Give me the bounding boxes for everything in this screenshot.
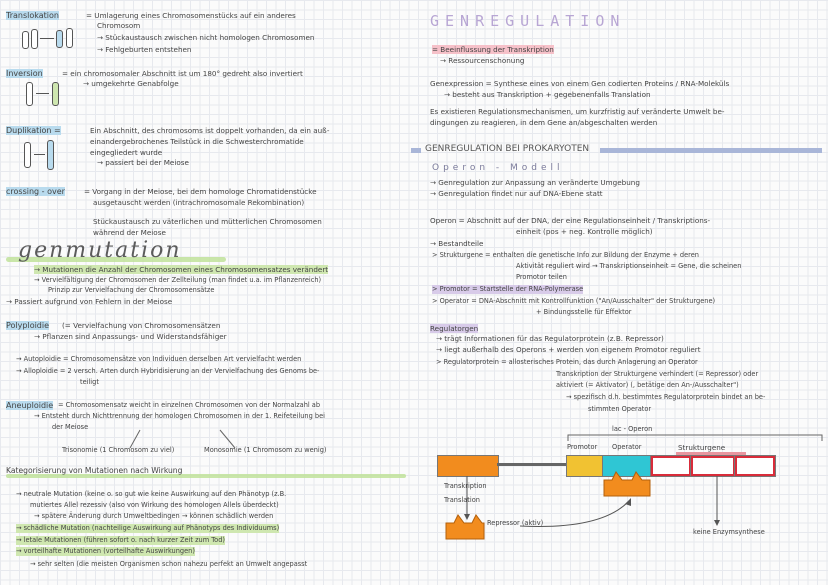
operon-line-1: → Genregulation zur Anpassung an veränderte Umgebung — [430, 178, 640, 187]
kategorien-line-3: → spätere Änderung durch Umweltbedingen → können schädlich werden — [34, 512, 274, 520]
crossing-line-3: Stückaustausch zu väterlichen und mütterlichen Chromosomen — [93, 217, 322, 226]
operator-label: Operator — [612, 443, 642, 451]
regulatorgen-line-2: → liegt außerhalb des Operons + werden von eigenem Promotor reguliert — [436, 345, 701, 354]
regulation-line-2: dingungen zu reagieren, in dem Gene an/abgeschalten werden — [430, 118, 658, 127]
repressor-label: Repressor (aktiv) — [487, 519, 544, 527]
chromosome-icon — [47, 140, 54, 170]
duplikation-line-2: einandergebrochenes Teilstück in die Schwesterchromatide — [90, 137, 304, 146]
operon-def-5: Aktivität reguliert wird → Transkriptionseinheit = Gene, die scheinen — [516, 262, 742, 270]
aneuploidie-line-3: der Meiose — [52, 423, 89, 431]
dna-strand — [497, 463, 567, 466]
genexpression-line: Genexpression = Synthese eines von einem Gen codierten Proteins / RNA-Moleküls — [430, 79, 730, 88]
translokation-line-1: = Umlagerung eines Chromosomenstücks auf ein anderes — [86, 11, 296, 20]
heading-bar-left — [411, 148, 421, 153]
regulatorgen-line-1: → trägt Informationen für das Regulatorprotein (z.B. Repressor) — [436, 334, 664, 343]
strukturgen-inner-3 — [737, 458, 773, 474]
genmutation-title: genmutation — [18, 238, 182, 263]
translokation-line-4: → Fehlgeburten entstehen — [97, 45, 192, 54]
genregulation-line-1: = Beeinflussung der Transkription — [432, 45, 554, 54]
operon-def-1: Operon = Abschnitt auf der DNA, der eine Regulationseinheit / Transkriptions- — [430, 216, 711, 225]
kategorien-line-7: → sehr selten (die meisten Organismen schon nahezu perfekt an Umwelt angepasst — [30, 560, 308, 568]
lac-operon-bracket — [566, 431, 826, 443]
transkription-label: Transkription — [444, 482, 487, 490]
repressor-icon — [444, 513, 486, 541]
polyploidie-line-1: (= Vervielfachung von Chromosomensätzen — [62, 321, 221, 330]
duplikation-line-1: Ein Abschnitt, des chromosoms ist doppelt vorhanden, da ein auß- — [90, 126, 330, 135]
kategorien-line-1: → neutrale Mutation (keine o. so gut wie keine Auswirkung auf den Phänotyp (z.B. — [16, 490, 287, 498]
operon-modell-title: Operon - Modell — [432, 163, 564, 173]
no-synthesis-arrow — [712, 476, 722, 526]
operon-def-8: > Operator = DNA-Abschnitt mit Kontrollfunktion ("An/Ausschalter" der Strukturgene) — [432, 297, 716, 305]
genmutation-line-1: → Mutationen die Anzahl der Chromosomen eines Chromosomensatzes verändert — [34, 265, 329, 274]
chromosome-icon — [56, 30, 63, 48]
aneuploidie-line-1: = Chromosomensatz weicht in einzelnen Chromosomen von der Normalzahl ab — [58, 401, 321, 409]
regulation-line-1: Es existieren Regulationsmechanismen, um kurzfristig auf veränderte Umwelt be- — [430, 107, 725, 116]
chromosome-icon — [22, 31, 29, 49]
polyploidie-line-2: → Pflanzen sind Anpassungs- und Widerstandsfähiger — [34, 332, 227, 341]
crossing-line-4: während der Meiose — [93, 228, 166, 237]
inversion-line-2: → umgekehrte Genabfolge — [83, 79, 179, 88]
regulatorgen-line-7: stimmten Operator — [588, 405, 652, 413]
operon-def-3: → Bestandteile — [430, 239, 484, 248]
aneuploidie-term: Aneuploidie — [6, 401, 54, 410]
inversion-term: Inversion — [6, 69, 43, 78]
heading-bar-right — [600, 148, 822, 153]
arrow-icon — [40, 38, 54, 39]
arrow-icon — [36, 93, 49, 94]
strukturgene-label: Strukturgene — [678, 443, 726, 452]
regulatorgen-line-4: Transkription der Strukturgene verhindert (= Repressor) oder — [556, 370, 759, 378]
chromosome-icon — [26, 82, 33, 106]
operon-def-4: > Strukturgene = enthalten die genetische Info zur Bildung der Enzyme + deren — [432, 251, 699, 259]
chromosome-icon — [24, 142, 31, 168]
strukturgen-inner-2 — [693, 458, 733, 474]
genregulation-title: GENREGULATION — [430, 12, 626, 30]
arrow-icon — [34, 154, 45, 155]
genmutation-line-2: → Vervielfältigung der Chromosomen der Zellteilung (man findet u.a. im Pflanzenreich) — [34, 276, 322, 284]
kategorien-line-5: → letale Mutationen (führen sofort o. nach kurzer Zeit zum Tod) — [16, 536, 225, 544]
polyploidie-line-4: → Alloploidie = 2 versch. Arten durch Hybridisierung an der Vervielfachung des Genoms be- — [16, 367, 320, 375]
kategorien-line-4: → schädliche Mutation (nachteilige Auswirkung auf Phänotyps des Individuums) — [16, 524, 280, 532]
crossing-over-term: crossing - over — [6, 187, 65, 196]
translokation-line-2: Chromosom — [97, 21, 141, 30]
chromosome-icon — [66, 28, 73, 48]
operon-line-2: → Genregulation findet nur auf DNA-Ebene statt — [430, 189, 603, 198]
kategorien-title: Kategorisierung von Mutationen nach Wirkung — [6, 466, 183, 475]
genregulation-line-2: → Ressourcenschonung — [440, 56, 525, 65]
kategorien-line-2: mutiertes Allel rezessiv (also von Wirkung des homologen Allels überdeckt) — [30, 501, 279, 509]
chromosome-icon — [52, 82, 59, 106]
polyploidie-line-5: teiligt — [80, 378, 99, 386]
polyploidie-term: Polyploidie — [6, 321, 50, 330]
regulatorgen-line-6: → spezifisch d.h. bestimmtes Regulatorprotein bindet an be- — [566, 393, 766, 401]
translokation-term: Translokation — [6, 11, 59, 20]
regulatorgen-title: Regulatorgen — [430, 324, 479, 333]
chromosome-icon — [31, 29, 38, 49]
operon-def-2: einheit (pos + neg. Kontrolle möglich) — [516, 227, 653, 236]
crossing-line-2: ausgetauscht werden (intrachromosomale Rekombination) — [93, 198, 305, 207]
operon-def-7: > Promotor = Startstelle der RNA-Polymerase — [432, 285, 584, 293]
strukturgen-inner-1 — [653, 458, 689, 474]
lac-operon-label: lac - Operon — [612, 425, 653, 433]
polyploidie-line-3: → Autoploidie = Chromosomensätze von Individuen derselben Art vervielfacht werden — [16, 355, 302, 363]
duplikation-line-3: eingegliedert wurde — [90, 148, 163, 157]
regulatorgen-line-5: aktiviert (= Aktivator) (, betätige den An-/Ausschalter") — [556, 381, 739, 389]
translation-label: Translation — [444, 496, 480, 504]
crossing-line-1: = Vorgang in der Meiose, bei dem homologe Chromatidenstücke — [84, 187, 317, 196]
operon-def-6: Promotor teilen — [516, 273, 567, 281]
trisomie-label: Trisonomie (1 Chromosom zu viel) — [62, 446, 175, 454]
prokaryoten-heading: GENREGULATION BEI PROKARYOTEN — [425, 144, 590, 154]
duplikation-line-4: → passiert bei der Meiose — [97, 158, 189, 167]
monosomie-label: Monosomie (1 Chromosom zu wenig) — [204, 446, 327, 454]
inversion-line-1: = ein chromosomaler Abschnitt ist um 180° gedreht also invertiert — [62, 69, 303, 78]
translokation-line-3: → Stückaustausch zwischen nicht homologen Chromosomen — [97, 33, 315, 42]
regulatorgen-line-3: > Regulatorprotein = allosterisches Protein, das durch Anlagerung an Operator — [436, 358, 698, 366]
promotor-label: Promotor — [567, 443, 598, 451]
kategorien-line-6: → vorteilhafte Mutationen (vorteilhafte Auswirkungen) — [16, 547, 195, 555]
genmutation-line-4: → Passiert aufgrund von Fehlern in der Meiose — [6, 297, 173, 306]
genmutation-line-3: Prinzip zur Vervielfachung der Chromosomensätze — [48, 286, 215, 294]
operon-def-9: + Bindungsstelle für Effektor — [536, 308, 632, 316]
aneuploidie-line-2: → Entsteht durch Nichttrennung der homologen Chromosomen in der 1. Reifeteilung bei — [34, 412, 325, 420]
duplikation-term: Duplikation = — [6, 126, 61, 135]
genexpression-sub: → besteht aus Transkription + gegebenenfalls Translation — [444, 90, 651, 99]
keine-enzymsynthese-label: keine Enzymsynthese — [693, 528, 765, 536]
